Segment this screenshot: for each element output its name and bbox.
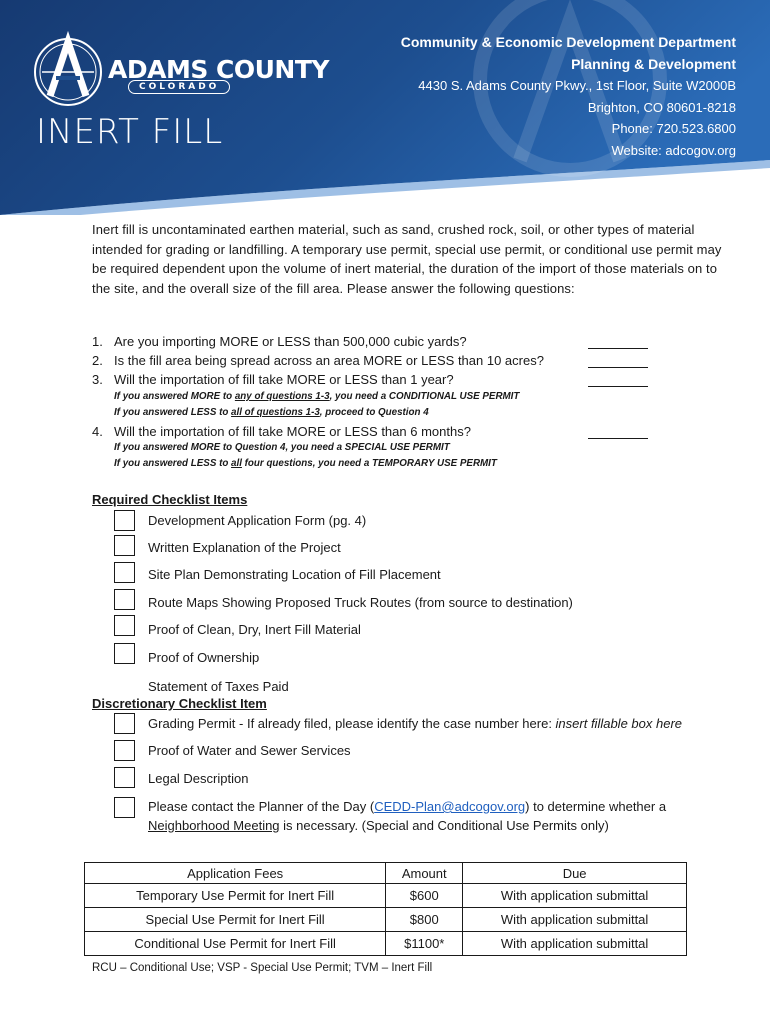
website: Website: adcogov.org	[611, 142, 736, 158]
answer-blank-2[interactable]	[588, 367, 648, 368]
required-heading: Required Checklist Items	[92, 492, 248, 507]
checkbox-site-plan[interactable]	[114, 562, 135, 583]
item-site-plan: Site Plan Demonstrating Location of Fill Placement	[148, 567, 441, 582]
note-temporary: If you answered LESS to all four questions, you need a TEMPORARY USE PERMIT	[114, 458, 497, 469]
checkbox-fill-material[interactable]	[114, 615, 135, 636]
state-name: COLORADO	[128, 80, 230, 94]
fees-table	[84, 862, 687, 956]
table-cell: $800	[386, 908, 463, 932]
planner-email-link[interactable]: CEDD-Plan@adcogov.org	[374, 799, 526, 814]
table-cell: With application submittal	[463, 932, 687, 956]
checkbox-grading-permit[interactable]	[114, 713, 135, 734]
phone: Phone: 720.523.6800	[611, 121, 736, 136]
address: 4430 S. Adams County Pkwy., 1st Floor, Suite W2000B	[418, 78, 736, 93]
checkbox-written-explanation[interactable]	[114, 535, 135, 556]
division-name: Planning & Development	[571, 55, 736, 72]
table-cell: With application submittal	[463, 908, 687, 932]
question-4: 4. Will the importation of fill take MORE or LESS than 6 months?	[92, 424, 471, 439]
item-route-maps: Route Maps Showing Proposed Truck Routes (from source to destination)	[148, 595, 573, 610]
checkbox-ownership[interactable]	[114, 643, 135, 664]
item-water-sewer: Proof of Water and Sewer Services	[148, 743, 351, 758]
checkbox-legal-description[interactable]	[114, 767, 135, 788]
city: Brighton, CO 80601-8218	[587, 99, 736, 115]
checkbox-route-maps[interactable]	[114, 589, 135, 610]
case-number-field[interactable]: insert fillable box here	[555, 716, 683, 731]
table-row	[85, 908, 687, 932]
question-2: 2. Is the fill area being spread across an area MORE or LESS than 10 acres?	[92, 353, 544, 368]
table-cell: Temporary Use Permit for Inert Fill	[85, 884, 386, 908]
answer-blank-3[interactable]	[588, 386, 648, 387]
question-1: 1. Are you importing MORE or LESS than 500,000 cubic yards?	[92, 334, 467, 349]
answer-blank-1[interactable]	[588, 348, 648, 349]
checkbox-water-sewer[interactable]	[114, 740, 135, 761]
note-proceed: If you answered LESS to all of questions 1-3, proceed to Question 4	[114, 407, 429, 418]
item-application-form: Development Application Form (pg. 4)	[148, 513, 367, 528]
table-header-row	[85, 863, 687, 884]
intro-paragraph: Inert fill is uncontaminated earthen material, such as sand, crushed rock, soil, or other types of material intended for grading or landfilling. A temporary use permit, special use permit, or conditional use permit may be required dependent upon the volume of inert material, the duration of the import of those materials on to the site, and the overall size of the fill area. Please answer the following questions:	[92, 222, 722, 296]
table-cell: Conditional Use Permit for Inert Fill	[85, 932, 386, 956]
col-header-due: Due	[463, 863, 687, 884]
discretionary-heading: Discretionary Checklist Item	[92, 696, 267, 711]
item-written-explanation: Written Explanation of the Project	[148, 540, 341, 555]
col-header-amount: Amount	[386, 863, 463, 884]
col-header-fees: Application Fees	[85, 863, 386, 884]
note-conditional: If you answered MORE to any of questions 1-3, you need a CONDITIONAL USE PERMIT	[114, 391, 520, 402]
checkbox-neighborhood-meeting[interactable]	[114, 797, 135, 818]
page-title: INERT FILL	[36, 112, 224, 152]
checkbox-application-form[interactable]	[114, 510, 135, 531]
item-grading-permit: Grading Permit - If already filed, please identify the case number here: insert fillable box here	[148, 716, 683, 731]
department-name: Community & Economic Development Department	[400, 34, 736, 50]
county-name: ADAMS COUNTY	[108, 55, 330, 84]
table-cell: $600	[386, 884, 463, 908]
table-cell: With application submittal	[463, 884, 687, 908]
item-ownership: Proof of Ownership	[148, 650, 260, 665]
item-neighborhood-meeting: Please contact the Planner of the Day (CEDD-Plan@adcogov.org) to determine whether a Neighborhood Meeting is necessary. (Special and Conditional Use Permits only)	[148, 799, 667, 833]
item-fill-material: Proof of Clean, Dry, Inert Fill Material	[148, 622, 361, 637]
table-cell: $1100*	[386, 932, 463, 956]
contact-block	[401, 32, 736, 161]
table-cell: Special Use Permit for Inert Fill	[85, 908, 386, 932]
item-taxes-paid: Statement of Taxes Paid	[148, 679, 289, 694]
answer-blank-4[interactable]	[588, 438, 648, 439]
page-header	[0, 0, 770, 215]
footnote: RCU – Conditional Use; VSP - Special Use Permit; TVM – Inert Fill	[92, 962, 433, 974]
question-3: 3. Will the importation of fill take MORE or LESS than 1 year?	[92, 372, 454, 387]
item-legal-description: Legal Description	[148, 771, 249, 786]
table-row	[85, 884, 687, 908]
note-special: If you answered MORE to Question 4, you need a SPECIAL USE PERMIT	[114, 442, 450, 453]
table-row	[85, 932, 687, 956]
